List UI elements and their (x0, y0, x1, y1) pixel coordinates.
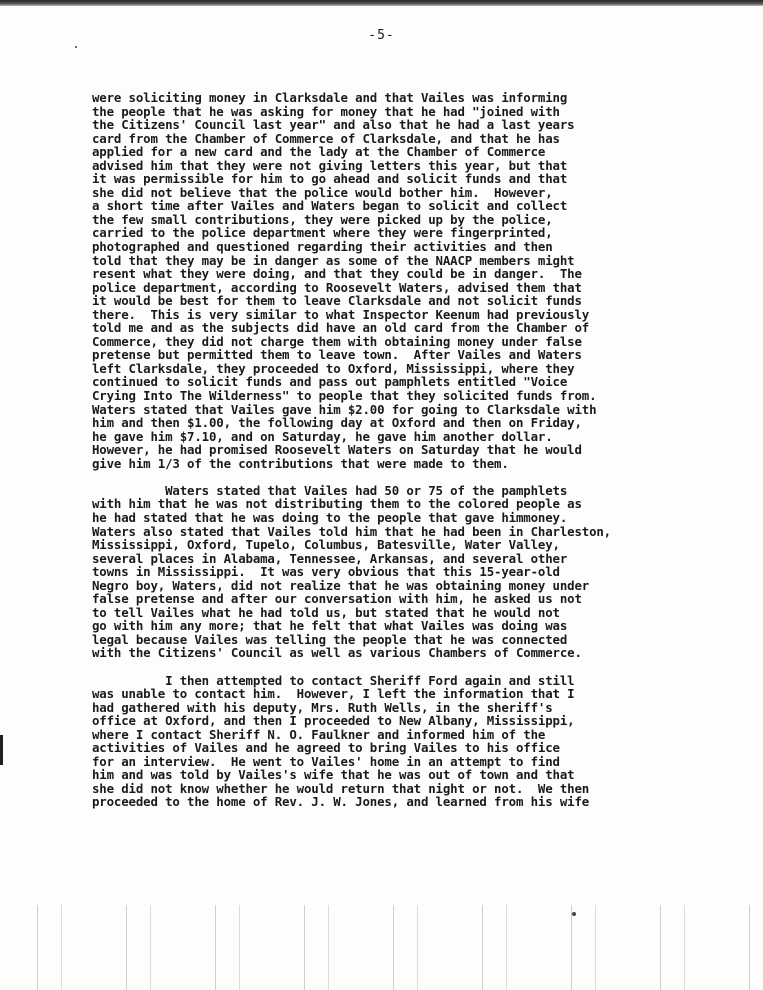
text-line: advised him that they were not giving letters this year, but that (92, 157, 568, 173)
text-line: told that they may be in danger as some of the NAACP members might (92, 252, 575, 268)
text-line: police department, according to Roosevelt Waters, advised them that (92, 279, 582, 295)
text-line: he had stated that he was doing to the people that gave himmoney. (92, 509, 568, 525)
paragraph-gap (92, 660, 742, 674)
text-line: had gathered with his deputy, Mrs. Ruth Wells, in the sheriff's (92, 699, 553, 715)
text-line: Waters stated that Vailes had 50 or 75 of the pamphlets (92, 482, 568, 498)
text-line: with him that he was not distributing them to the colored people as (92, 496, 582, 512)
text-line: the Citizens' Council last year" and also that he had a last years (92, 117, 575, 133)
text-line: However, he had promised Roosevelt Waters on Saturday that he would (92, 442, 582, 458)
text-line: carried to the police department where they were fingerprinted, (92, 225, 553, 241)
text-line: false pretense and after our conversation with him, he asked us not (92, 591, 582, 607)
text-line: Crying Into The Wilderness" to people that they solicited funds from. (92, 388, 597, 404)
text-line: resent what they were doing, and that they could be in danger. The (92, 266, 582, 282)
text-line: him and was told by Vailes's wife that he was out of town and that (92, 767, 575, 783)
text-line: go with him any more; that he felt that what Vailes was doing was (92, 618, 568, 634)
text-line: the people that he was asking for money that he had "joined with (92, 103, 560, 119)
text-line: it would be best for them to leave Clarksdale and not solicit funds (92, 293, 582, 309)
text-line: activities of Vailes and he agreed to bring Vailes to his office (92, 740, 560, 756)
text-line: office at Oxford, and then I proceeded to New Albany, Mississippi, (92, 713, 575, 729)
top-edge-rule (0, 0, 763, 6)
scan-speck (75, 46, 77, 48)
page-number: -5- (368, 28, 395, 43)
text-line: Mississippi, Oxford, Tupelo, Columbus, Batesville, Water Valley, (92, 537, 560, 553)
text-line: were soliciting money in Clarksdale and that Vailes was informing (92, 90, 568, 105)
text-line: told me and as the subjects did have an old card from the Chamber of (92, 320, 590, 336)
text-line: legal because Vailes was telling the people that he was connected (92, 631, 568, 647)
text-line: him and then $1.00, the following day at Oxford and then on Friday, (92, 415, 582, 431)
text-line: Waters also stated that Vailes told him that he had been in Charleston, (92, 523, 611, 539)
text-line: several places in Alabama, Tennessee, Arkansas, and several other (92, 550, 568, 566)
text-line: pretense but permitted them to leave town. After Vailes and Waters (92, 347, 582, 363)
text-line: give him 1/3 of the contributions that were made to them. (92, 455, 509, 471)
text-line: Negro boy, Waters, did not realize that he was obtaining money under (92, 577, 590, 593)
text-line: photographed and questioned regarding their activities and then (92, 239, 553, 255)
document-body (92, 91, 742, 809)
text-line: she did not believe that the police would bother him. However, (92, 184, 553, 200)
paragraph-1 (92, 91, 742, 470)
text-line: to tell Vailes what he had told us, but stated that he would not (92, 604, 560, 620)
text-line: there. This is very similar to what Inspector Keenum had previously (92, 306, 590, 322)
text-line: for an interview. He went to Vailes' home in an attempt to find (92, 753, 560, 769)
text-line: proceeded to the home of Rev. J. W. Jones, and learned from his wife (92, 794, 590, 810)
text-line: card from the Chamber of Commerce of Clarksdale, and that he has (92, 130, 560, 146)
paragraph-gap (92, 470, 742, 484)
text-line: towns in Mississippi. It was very obvious that this 15-year-old (92, 564, 560, 580)
text-line: applied for a new card and the lady at the Chamber of Commerce (92, 144, 546, 160)
text-line: he gave him $7.10, and on Saturday, he gave him another dollar. (92, 428, 553, 444)
text-line: Commerce, they did not charge them with obtaining money under false (92, 333, 582, 349)
paragraph-3 (92, 674, 742, 809)
scan-artifact-strip (0, 905, 763, 990)
text-line: the few small contributions, they were picked up by the police, (92, 211, 553, 227)
text-line: where I contact Sheriff N. O. Faulkner and informed him of the (92, 726, 546, 742)
text-line: with the Citizens' Council as well as various Chambers of Commerce. (92, 645, 582, 661)
text-line: it was permissible for him to go ahead and solicit funds and that (92, 171, 568, 187)
paragraph-2 (92, 484, 742, 660)
text-line: was unable to contact him. However, I left the information that I (92, 686, 575, 702)
text-line: she did not know whether he would return that night or not. We then (92, 780, 590, 796)
text-line: I then attempted to contact Sheriff Ford again and still (92, 672, 575, 688)
text-line: left Clarksdale, they proceeded to Oxford, Mississippi, where they (92, 360, 575, 376)
text-line: a short time after Vailes and Waters began to solicit and collect (92, 198, 568, 214)
text-line: Waters stated that Vailes gave him $2.00 for going to Clarksdale with (92, 401, 597, 417)
text-line: continued to solicit funds and pass out pamphlets entitled "Voice (92, 374, 568, 390)
left-margin-mark (0, 735, 3, 765)
